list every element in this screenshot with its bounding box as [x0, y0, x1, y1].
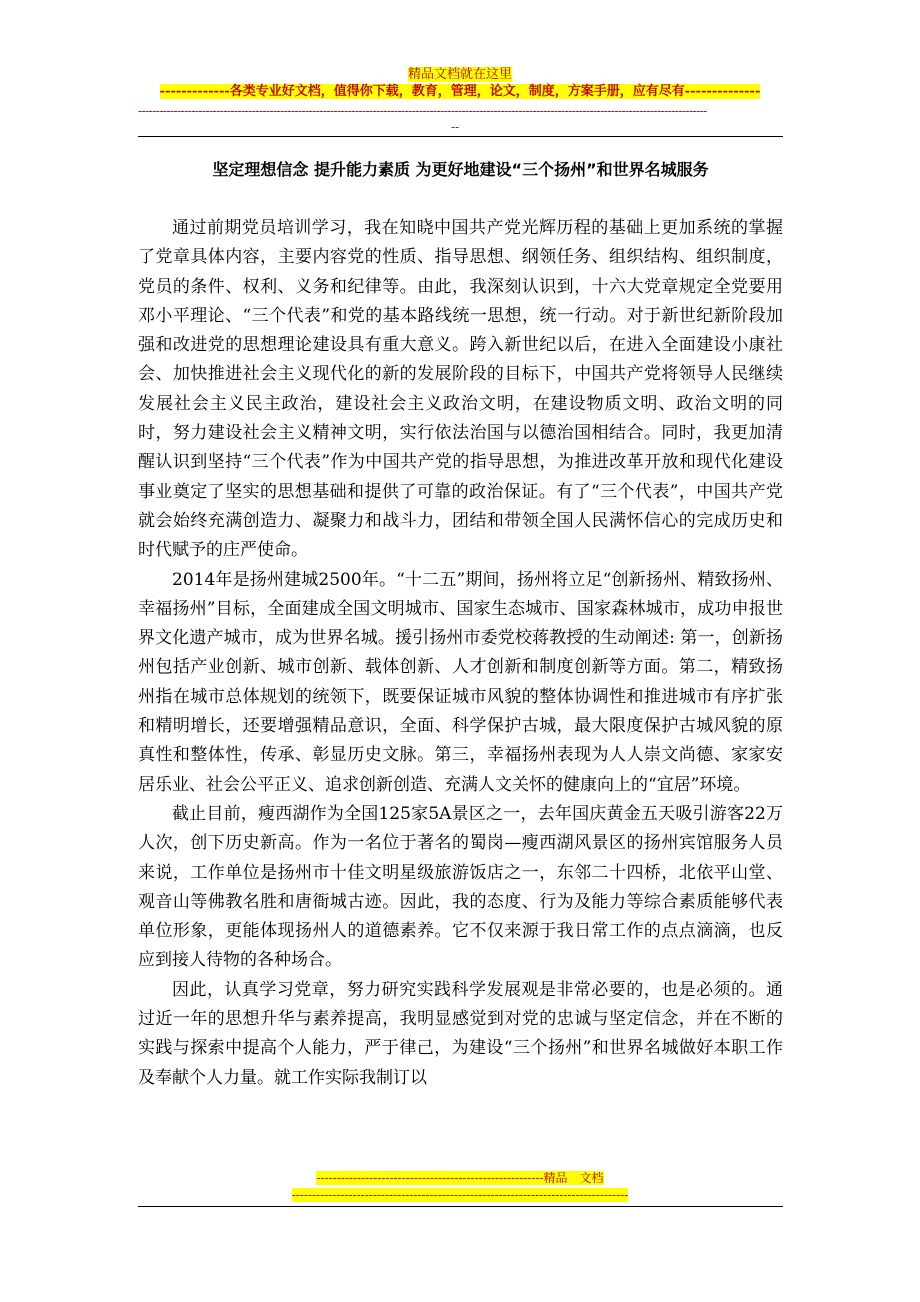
paragraph: 通过前期党员培训学习，我在知晓中国共产党光辉历程的基础上更加系统的掌握了党章具体内容，主要内容党的性质、指导思想、纲领任务、组织结构、组织制度，党员的条件、权利、义务和纪律等。由此，我深刻认识到，十六大党章规定全党要用邓小平理论、“三个代表”和党的基本路线统一思想，统一行动。对于新世纪新阶段加强和改进党的思想理论建设具有重大意义。跨入新世纪以后，在进入全面建设小康社会、加快推进社会主义现代化的新的发展阶段的目标下，中国共产党将领导人民继续发展社会主义民主政治，建设社会主义政治文明，在建设物质文明、政治文明的同时，努力建设社会主义精神文明，实行依法治国与以德治国相结合。同时，我更加清醒认识到坚持“三个代表”作为中国共产党的指导思想，为推进改革开放和现代化建设事业奠定了坚实的思想基础和提供了可靠的政治保证。有了“三个代表”，中国共产党就会始终充满创造力、凝聚力和战斗力，团结和带领全国人民满怀信心的完成历史和时代赋予的庄严使命。: [138, 218, 783, 561]
paragraph: 截止目前，瘦西湖作为全国125家5A景区之一，去年国庆黄金五天吸引游客22万人次，创下历史新高。作为一名位于著名的蜀岗—瘦西湖风景区的扬州宾馆服务人员来说，工作单位是扬州市十佳文明星级旅游饭店之一，东邻二十四桥，北依平山堂、观音山等佛教名胜和唐衙城古迹。因此，我的态度、行为及能力等综合素质能够代表单位形象，更能体现扬州人的道德素养。它不仅来源于我日常工作的点点滴滴，也反应到接人待物的各种场合。: [138, 803, 783, 971]
header-promo-text: -------------各类专业好文档，值得你下载，教育，管理，论文，制度，方案手册，应有尽有--------------: [159, 84, 761, 99]
header-dash-tail: --: [451, 120, 460, 134]
document-body: [138, 214, 783, 1093]
footer-line-2-wrap: [0, 1188, 920, 1203]
header-dash-line: ----------------------------------------------------------------------------------------------------------------------------------------------------------------: [138, 104, 707, 118]
footer-line-1: --------------------------------------------------------精品 文档: [316, 1171, 604, 1185]
header-rule: [138, 136, 783, 137]
footer: [0, 1171, 920, 1203]
header-tagline-text: 精品文档就在这里: [407, 67, 512, 82]
header-tagline: [0, 67, 920, 82]
footer-line-1-wrap: [0, 1171, 920, 1186]
paragraph: 因此，认真学习党章，努力研究实践科学发展观是非常必要的，也是必须的。通过近一年的思想升华与素养提高，我明显感觉到对党的忠诚与坚定信念，并在不断的实践与探索中提高个人能力，严于律己，为建设“三个扬州”和世界名城做好本职工作及奉献个人力量。就工作实际我制订以: [138, 979, 783, 1088]
header-promo: [0, 84, 920, 100]
document-title: 坚定理想信念 提升能力素质 为更好地建设“三个扬州”和世界名城服务: [212, 160, 709, 179]
footer-rule: [138, 1206, 783, 1207]
paragraph: 2014年是扬州建城2500年。“十二五”期间，扬州将立足“创新扬州、精致扬州、幸福扬州”目标，全面建成全国文明城市、国家生态城市、国家森林城市，成功申报世界文化遗产城市，成为世界名城。援引扬州市委党校蒋教授的生动阐述: 第一，创新扬州包括产业创新、城市创新、载体创新、人才创新和制度创新等方面。第二，精致扬州指在城市总体规划的统领下，既要保证城市风貌的整体协调性和推进城市有序扩张和精明增长，还要增强精品意识，全面、科学保护古城，最大限度保护古城风貌的原真性和整体性，传承、彰显历史文脉。第三，幸福扬州表现为人人崇文尚德、家家安居乐业、社会公平正义、追求创新创造、充满人文关怀的健康向上的“宜居”环境。: [138, 569, 783, 795]
footer-line-2: -----------------------------------------------------------------------------------: [291, 1188, 629, 1202]
